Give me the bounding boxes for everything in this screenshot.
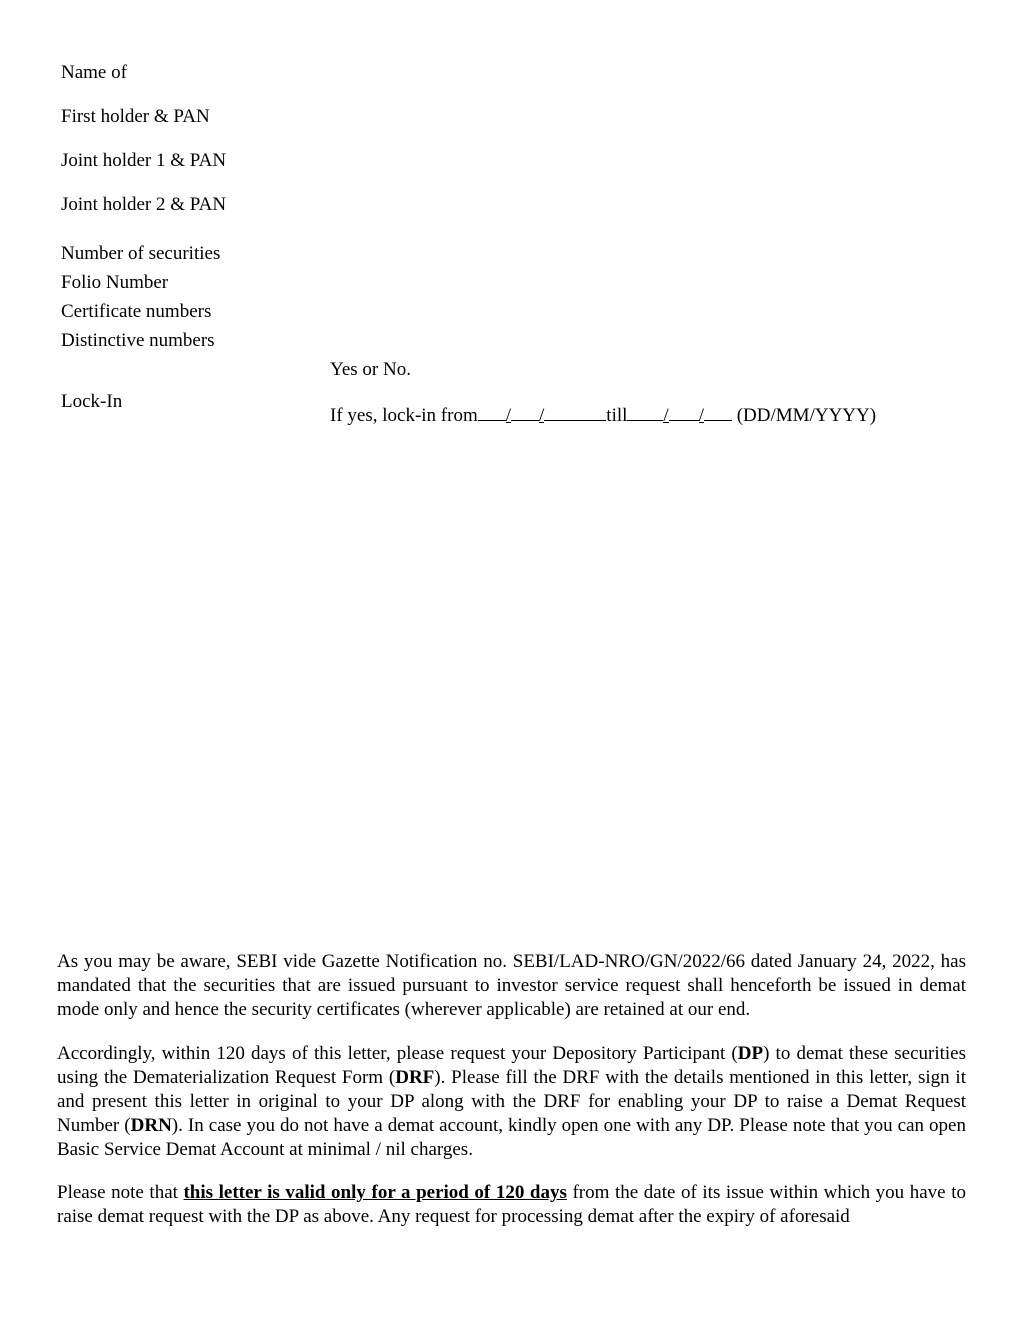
p2-text-d: ). In case you do not have a demat account, kindly open one with any DP. Please note that you can open Basic Service Demat Account at minimal / nil charges. [57,1115,966,1160]
lock-in-from-slash-2: / [539,405,545,426]
paragraph-demat-instructions [57,1042,966,1162]
p2-text-b: ) to demat these securities using the Dematerialization Request Form ( [57,1043,966,1088]
paragraph-validity-notice [57,1181,966,1229]
field-label-joint-holder-1: Joint holder 1 & PAN [61,150,227,171]
lock-in-till-month-blank[interactable] [669,403,699,421]
field-label-distinctive-numbers: Distinctive numbers [61,330,215,351]
p2-dp-bold: DP [737,1043,764,1064]
p2-drf-bold: DRF [395,1067,435,1088]
p2-text-a: Accordingly, within 120 days of this letter, please request your Depository Participant ( [57,1043,738,1064]
lock-in-till-slash-1: / [663,405,669,426]
paragraph-sebi-notification: As you may be aware, SEBI vide Gazette Notification no. SEBI/LAD-NRO/GN/2022/66 dated January 24, 2022, has mandated that the securities that are issued pursuant to investor service request shall henceforth be issued in demat mode only and hence the security certificates (wherever applicable) are retained at our end. [57,951,966,1020]
lock-in-yes-no: Yes or No. [330,359,411,380]
p3-text-b: from the date of its issue within which you have to raise demat request with the DP as above. Any request for processing demat after the expiry of aforesaid [57,1182,966,1227]
lock-in-if-yes-text: If yes, lock-in from [330,405,478,426]
field-label-certificate-numbers: Certificate numbers [61,301,212,322]
p2-text-c: ). Please fill the DRF with the details mentioned in this letter, sign it and present this letter in original to your DP along with the DRF for enabling your DP to raise a Demat Request Number ( [57,1067,966,1136]
lock-in-till-day-blank[interactable] [627,403,663,421]
field-label-folio-number: Folio Number [61,272,169,293]
field-label-lock-in: Lock-In [61,391,123,412]
lock-in-from-month-blank[interactable] [511,403,539,421]
lock-in-from-year-blank[interactable] [544,403,606,421]
field-label-name-of: Name of [61,62,127,83]
field-label-number-of-securities: Number of securities [61,243,221,264]
lock-in-dates [330,403,876,427]
lock-in-till-year-blank[interactable] [704,403,732,421]
lock-in-from-day-blank[interactable] [478,403,506,421]
field-label-joint-holder-2: Joint holder 2 & PAN [61,194,227,215]
p3-text-a: Please note that [57,1182,184,1203]
p2-drn-bold: DRN [130,1115,172,1136]
field-label-first-holder: First holder & PAN [61,106,210,127]
lock-in-date-format: (DD/MM/YYYY) [731,405,877,426]
lock-in-till-text: till [606,405,628,426]
lock-in-from-slash-1: / [505,405,512,426]
p3-validity-bold: this letter is valid only for a period of 120 days [183,1182,567,1203]
lock-in-till-slash-2: / [698,405,704,426]
